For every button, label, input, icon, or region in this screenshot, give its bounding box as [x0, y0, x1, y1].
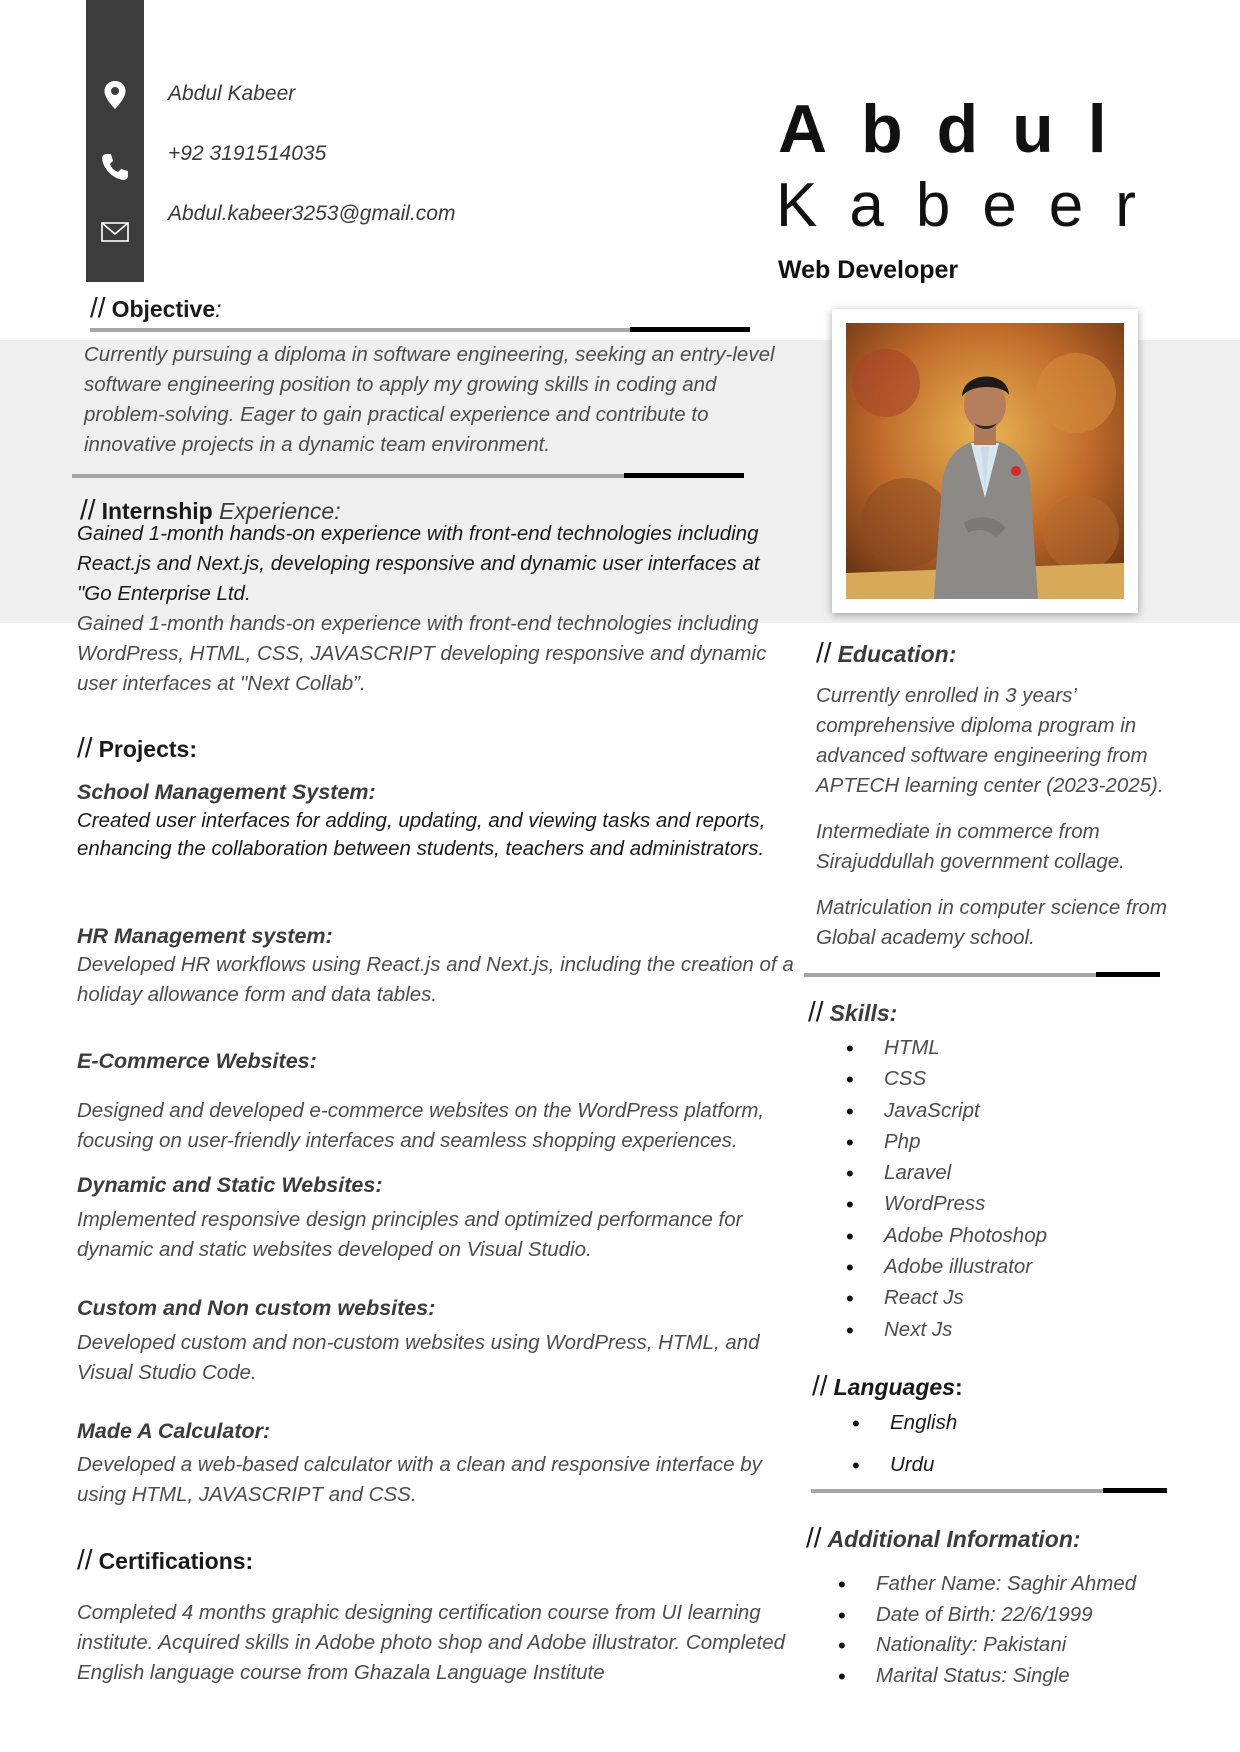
contact-email[interactable]: Abdul.kabeer3253@gmail.com	[168, 202, 456, 225]
profile-photo	[846, 323, 1124, 599]
education-item: Currently enrolled in 3 years’ comprehensive diploma program in advanced software engineering from APTECH learning center (2023-2025).	[816, 684, 1164, 797]
last-name: Kabeer	[776, 171, 1168, 240]
skill-item: • Adobe Photoshop	[884, 1224, 1047, 1255]
first-name: Abdul	[778, 91, 1141, 167]
language-item: • Urdu	[890, 1453, 957, 1495]
profile-photo-frame	[832, 309, 1138, 613]
skill-item: • Adobe illustrator	[884, 1255, 1047, 1286]
project-title: Custom and Non custom websites:	[77, 1296, 436, 1320]
skill-item: • Laravel	[884, 1161, 1047, 1192]
certifications-text: Completed 4 months graphic designing certification course from UI learning institute. Acquired skills in Adobe photo shop and Adobe illustrator. Completed English language course from Ghazala Language Institute	[77, 1601, 786, 1684]
internship-item-2: Gained 1-month hands-on experience with front-end technologies including WordPress, HTML, CSS, JAVASCRIPT developing responsive and dynamic user interfaces at "Next Collab”.	[77, 612, 767, 695]
education-item: Intermediate in commerce from Sirajuddullah government collage.	[816, 820, 1125, 873]
education-item: Matriculation in computer science from Global academy school.	[816, 896, 1167, 949]
skill-item: • Next Js	[884, 1318, 1047, 1349]
languages-list	[890, 1411, 957, 1495]
additional-item: • Father Name: Saghir Ahmed	[876, 1572, 1136, 1603]
certifications-heading: // Certifications:	[77, 1544, 254, 1575]
objective-text: Currently pursuing a diploma in software engineering, seeking an entry-level software engineering position to apply my growing skills in coding and problem-solving. Eager to gain practical experience and contribute to innovative projects in a dynamic team environment.	[84, 343, 775, 456]
additional-item: • Nationality: Pakistani	[876, 1633, 1136, 1664]
project-title: HR Management system:	[77, 924, 333, 948]
project-title: Made A Calculator:	[77, 1419, 271, 1443]
skills-heading: // Skills:	[808, 996, 898, 1027]
additional-item: • Marital Status: Single	[876, 1664, 1136, 1695]
skill-item: • HTML	[884, 1036, 1047, 1067]
envelope-icon	[100, 217, 130, 247]
additional-item: • Date of Birth: 22/6/1999	[876, 1603, 1136, 1634]
education-heading: // Education:	[816, 637, 957, 668]
location-pin-icon	[100, 80, 130, 110]
skill-item: • CSS	[884, 1067, 1047, 1098]
objective-bottom-rule	[72, 474, 744, 478]
contact-name: Abdul Kabeer	[168, 82, 296, 105]
skill-item: • Php	[884, 1130, 1047, 1161]
project-text: Implemented responsive design principles and optimized performance for dynamic and static websites developed on Visual Studio.	[77, 1208, 743, 1261]
internship-item-1: Gained 1-month hands-on experience with front-end technologies including React.js and Next.js, developing responsive and dynamic user interfaces at "Go Enterprise Ltd.	[77, 522, 760, 605]
additional-list	[876, 1572, 1136, 1694]
project-title: School Management System:	[77, 780, 376, 804]
project-text: Created user interfaces for adding, updating, and viewing tasks and reports, enhancing the collaboration between students, teachers and administrators.	[77, 809, 766, 860]
languages-heading: // Languages:	[812, 1370, 963, 1401]
objective-heading: // Objective:	[90, 292, 222, 323]
phone-icon	[100, 152, 130, 182]
project-text: Developed HR workflows using React.js and Next.js, including the creation of a holiday allowance form and data tables.	[77, 953, 794, 1006]
skills-list	[884, 1036, 1047, 1349]
projects-heading: // Projects:	[77, 732, 197, 763]
project-title: Dynamic and Static Websites:	[77, 1173, 383, 1197]
internship-heading: // Internship Experience:	[80, 494, 341, 525]
skill-item: • React Js	[884, 1286, 1047, 1317]
project-text: Developed custom and non-custom websites using WordPress, HTML, and Visual Studio Code.	[77, 1331, 760, 1384]
skill-item: • WordPress	[884, 1192, 1047, 1223]
project-text: Designed and developed e-commerce websites on the WordPress platform, focusing on user-friendly interfaces and seamless shopping experiences.	[77, 1099, 765, 1152]
languages-rule	[811, 1489, 1167, 1493]
objective-rule	[90, 328, 750, 332]
project-title: E-Commerce Websites:	[77, 1049, 317, 1073]
education-rule	[804, 973, 1160, 977]
language-item: • English	[890, 1411, 957, 1453]
skill-item: • JavaScript	[884, 1099, 1047, 1130]
job-title: Web Developer	[778, 256, 959, 284]
contact-phone[interactable]: +92 3191514035	[168, 142, 327, 165]
project-text: Developed a web-based calculator with a clean and responsive interface by using HTML, JAVASCRIPT and CSS.	[77, 1453, 762, 1506]
additional-heading: // Additional Information:	[806, 1522, 1081, 1553]
